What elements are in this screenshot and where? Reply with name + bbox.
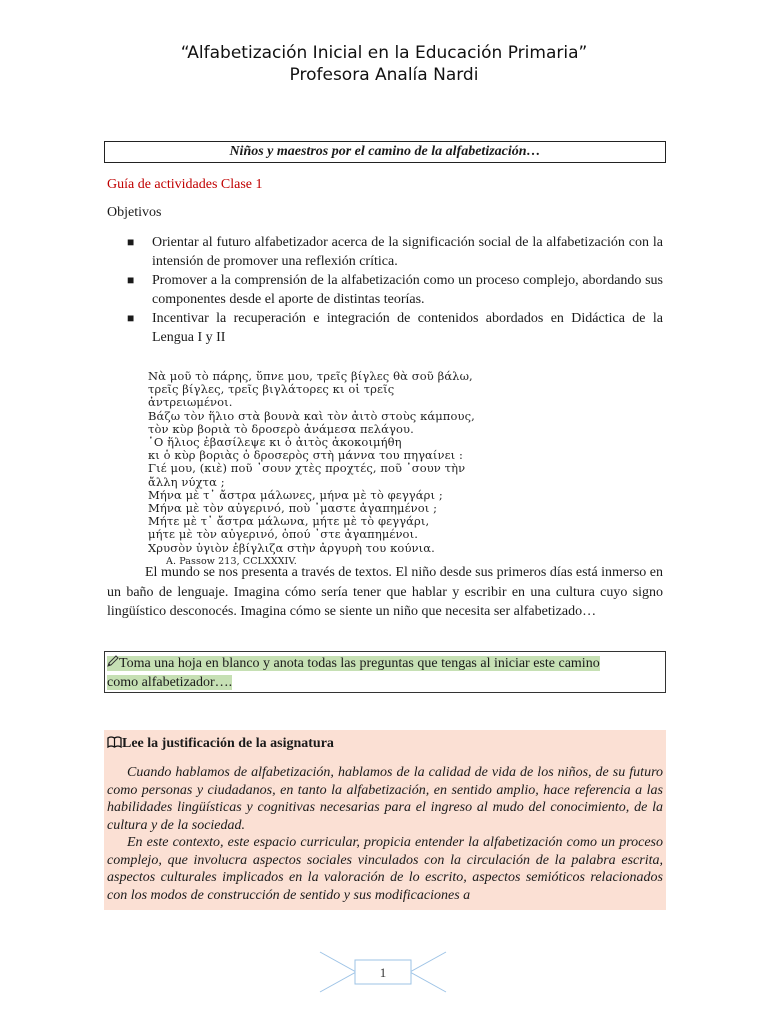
guide-title: Guía de actividades Clase 1 xyxy=(107,177,263,192)
document-header xyxy=(0,42,768,86)
justification-heading: Lee la justificación de la asignatura xyxy=(107,734,663,754)
pencil-icon xyxy=(107,655,119,667)
bullet-icon: ■ xyxy=(127,311,135,325)
course-title: “Alfabetización Inicial en la Educación Primaria” xyxy=(180,43,588,63)
task-highlight: Toma una hoja en blanco y anota todas las preguntas que tengas al iniciar este camino xyxy=(107,656,600,671)
objectives-list xyxy=(127,233,663,347)
greek-line: Μήτε μὲ τ᾽ ἄστρα μάλωνα, μήτε μὲ τὸ φεγγάρι, xyxy=(148,514,430,529)
justification-paragraph-1: Cuando hablamos de alfabetización, hablamos de la calidad de vida de los niños, de su futuro como personas y ciudadanos, en tanto la alfabetización, en sentido amplio, hace referencia a las habilidades lingüísticas y cognitivas necesarias para el ingreso al mudo del conocimiento, de la cultura y de la sociedad. xyxy=(107,765,663,833)
bullet-icon: ■ xyxy=(127,273,135,287)
objective-item: ■ Orientar al futuro alfabetizador acerca de la significación social de la alfabetización con la intensión de promover una reflexión crítica. xyxy=(127,235,663,269)
greek-line: Γιέ μου, (κιὲ) ποῦ ᾽σουν χτὲς προχτές, ποῦ ᾽σουν τὴν ἄλλη νύχτα ; xyxy=(148,461,466,489)
justification-box xyxy=(104,730,666,910)
greek-poem-image xyxy=(148,370,478,568)
section-title-box: Niños y maestros por el camino de la alfabetización… xyxy=(104,141,666,163)
page-number: 1 xyxy=(379,965,387,980)
greek-line: Χρυσὸν ὑγιὸν ἐβίγλιζα στὴν ἀργυρὴ του κούνια. xyxy=(148,540,435,555)
intro-paragraph: El mundo se nos presenta a través de textos. El niño desde sus primeros días está inmerso en un baño de lenguaje. Imagina cómo sería tener que hablar y escribir en una cultura cuyo signo lingüístico desconocés. Imagina cómo se siente un niño que necesita ser alfabetizado… xyxy=(107,565,663,619)
task-box xyxy=(104,651,666,693)
greek-line: ῾Ο ἥλιος ἐβασίλεψε κι ὁ ἀιτὸς ἀκοκοιμήθη xyxy=(148,435,402,450)
objective-item: ■ Incentivar la recuperación e integración de contenidos abordados en Didáctica de la Lengua I y II xyxy=(127,311,663,345)
task-highlight: como alfabetizador…. xyxy=(107,675,233,690)
justification-paragraph-2: En este contexto, este espacio curricular, propicia entender la alfabetización como un proceso complejo, que involucra aspectos sociales vinculados con la circulación de la palabra escrita, aspectos culturales implicados en la valoración de lo escrito, aspectos semióticos relacionados con los modos de construcción de sentido y sus modificaciones a xyxy=(107,835,663,903)
objective-item: ■ Promover a la comprensión de la alfabetización como un proceso complejo, abordando sus componentes desde el aporte de distintas teorías. xyxy=(127,273,663,307)
greek-line: Μήνα μὲ τ᾽ ἄστρα μάλωνες, μήνα μὲ τὸ φεγγάρι ; xyxy=(148,487,443,502)
greek-line: Νὰ μοῦ τὸ πάρης, ὕπνε μου, τρεῖς βίγλες θὰ σοῦ βάλω, xyxy=(148,369,473,383)
bullet-icon: ■ xyxy=(127,235,135,249)
greek-line: Βάζω τὸν ἥλιο στὰ βουνὰ καὶ τὸν ἀιτὸ στοὺς κάμπους, xyxy=(148,408,475,423)
greek-line: μήτε μὲ τὸν αὐγερινό, ὁπού ᾽στε ἀγαπημένοι. xyxy=(148,527,418,542)
greek-line: τρεῖς βίγλες, τρεῖς βιγλάτορες κι οἱ τρεῖς ἀντρειωμένοι. xyxy=(148,382,395,410)
greek-line: τὸν κὺρ βοριὰ τὸ δροσερὸ ἀνάμεσα πελάγου. xyxy=(148,421,414,436)
greek-line: κι ὁ κὺρ βοριὰς ὁ δροσερὸς στὴ μάννα του πηγαίνει : xyxy=(148,448,464,463)
book-icon xyxy=(107,736,122,748)
greek-source: A. Passow 213, CCLXXXIV. xyxy=(166,555,297,567)
greek-line: Μήνα μὲ τὸν αὐγερινό, ποὺ ᾽μαστε ἀγαπημένοι ; xyxy=(148,501,438,516)
teacher-name: Profesora Analía Nardi xyxy=(289,65,479,85)
objectives-label: Objetivos xyxy=(107,205,162,220)
